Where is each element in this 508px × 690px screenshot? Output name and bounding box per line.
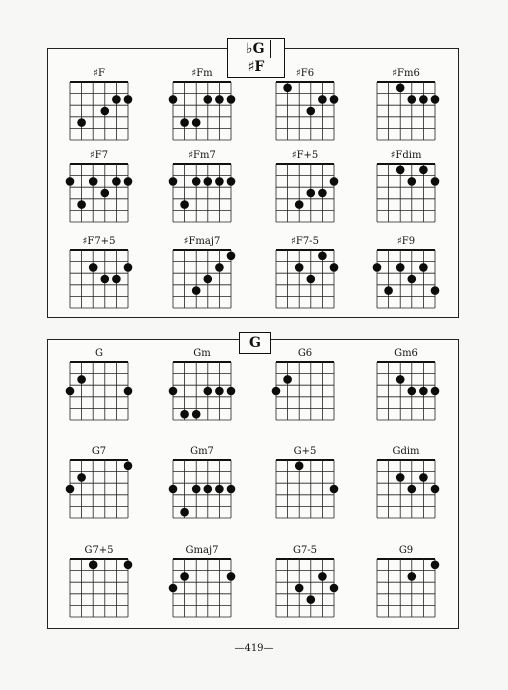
- finger-dot: [408, 275, 417, 284]
- chord-grid: [167, 248, 237, 312]
- chord-g-6: [167, 446, 237, 518]
- finger-dot: [66, 387, 75, 396]
- finger-dot: [431, 561, 440, 570]
- finger-dot: [112, 177, 121, 186]
- finger-dot: [112, 275, 121, 284]
- finger-dot: [89, 561, 98, 570]
- chord-name: Gm7: [190, 446, 214, 457]
- chord-name: ♯Fmaj7: [183, 236, 221, 247]
- finger-dot: [396, 166, 405, 175]
- finger-dot: [307, 189, 316, 198]
- chord-grid: [270, 458, 340, 522]
- finger-dot: [180, 118, 189, 127]
- chord-name: G7: [91, 446, 107, 457]
- chord-fsharp-8: [371, 150, 441, 222]
- finger-dot: [330, 485, 339, 494]
- finger-dot: [169, 387, 178, 396]
- finger-dot: [295, 263, 304, 272]
- chord-g-4: [371, 348, 441, 420]
- finger-dot: [192, 177, 201, 186]
- finger-dot: [318, 572, 327, 581]
- finger-dot: [318, 252, 327, 261]
- chord-name: ♯F7+5: [82, 236, 116, 247]
- finger-dot: [227, 177, 236, 186]
- finger-dot: [408, 177, 417, 186]
- section-title-g: [239, 332, 271, 354]
- chord-grid: [64, 458, 134, 522]
- chord-fsharp-3: [270, 68, 340, 140]
- chord-grid: [371, 248, 441, 312]
- finger-dot: [227, 95, 236, 104]
- chord-name: G+5: [293, 446, 317, 457]
- chord-name: Gm6: [394, 348, 418, 359]
- finger-dot: [169, 95, 178, 104]
- chord-grid: [270, 80, 340, 144]
- finger-dot: [396, 263, 405, 272]
- finger-dot: [77, 118, 86, 127]
- finger-dot: [431, 387, 440, 396]
- finger-dot: [408, 485, 417, 494]
- finger-dot: [180, 200, 189, 209]
- finger-dot: [318, 95, 327, 104]
- finger-dot: [77, 473, 86, 482]
- chord-g-5: [64, 446, 134, 518]
- chord-grid: [371, 360, 441, 424]
- finger-dot: [295, 584, 304, 593]
- finger-dot: [169, 584, 178, 593]
- finger-dot: [396, 375, 405, 384]
- chord-grid: [167, 557, 237, 621]
- chord-grid: [270, 360, 340, 424]
- chord-name: ♯F7-5: [291, 236, 319, 247]
- finger-dot: [431, 286, 440, 295]
- chord-grid: [371, 162, 441, 226]
- finger-dot: [204, 387, 213, 396]
- finger-dot: [408, 387, 417, 396]
- finger-dot: [192, 485, 201, 494]
- chord-grid: [64, 360, 134, 424]
- finger-dot: [431, 485, 440, 494]
- finger-dot: [330, 95, 339, 104]
- chord-name: Gm: [193, 348, 211, 359]
- finger-dot: [124, 387, 133, 396]
- finger-dot: [215, 177, 224, 186]
- chord-grid: [270, 557, 340, 621]
- finger-dot: [431, 95, 440, 104]
- title-sharp-f: ♯F: [247, 59, 265, 75]
- finger-dot: [215, 485, 224, 494]
- finger-dot: [330, 263, 339, 272]
- finger-dot: [66, 485, 75, 494]
- finger-dot: [66, 177, 75, 186]
- chord-name: ♯Fdim: [390, 150, 422, 161]
- finger-dot: [283, 84, 292, 93]
- finger-dot: [408, 95, 417, 104]
- chord-g-1: [64, 348, 134, 420]
- finger-dot: [77, 375, 86, 384]
- finger-dot: [419, 166, 428, 175]
- finger-dot: [295, 462, 304, 471]
- finger-dot: [204, 95, 213, 104]
- finger-dot: [419, 473, 428, 482]
- finger-dot: [227, 387, 236, 396]
- title-g: G: [249, 335, 261, 351]
- chord-grid: [371, 557, 441, 621]
- finger-dot: [89, 177, 98, 186]
- finger-dot: [180, 508, 189, 517]
- finger-dot: [215, 387, 224, 396]
- chord-grid: [64, 162, 134, 226]
- chord-fsharp-6: [167, 150, 237, 222]
- chord-fsharp-2: [167, 68, 237, 140]
- finger-dot: [373, 263, 382, 272]
- finger-dot: [101, 107, 110, 116]
- chord-name: G9: [398, 545, 414, 556]
- finger-dot: [77, 200, 86, 209]
- chord-grid: [167, 360, 237, 424]
- finger-dot: [169, 485, 178, 494]
- chord-name: ♯F: [93, 68, 105, 79]
- finger-dot: [192, 410, 201, 419]
- finger-dot: [89, 263, 98, 272]
- finger-dot: [307, 595, 316, 604]
- chord-name: Gmaj7: [185, 545, 219, 556]
- finger-dot: [169, 177, 178, 186]
- chord-grid: [64, 557, 134, 621]
- finger-dot: [215, 263, 224, 272]
- finger-dot: [124, 95, 133, 104]
- chord-g-2: [167, 348, 237, 420]
- finger-dot: [396, 473, 405, 482]
- finger-dot: [384, 286, 393, 295]
- finger-dot: [227, 572, 236, 581]
- finger-dot: [408, 572, 417, 581]
- finger-dot: [101, 189, 110, 198]
- finger-dot: [180, 410, 189, 419]
- chord-grid: [64, 80, 134, 144]
- chord-g-7: [270, 446, 340, 518]
- finger-dot: [124, 263, 133, 272]
- finger-dot: [112, 95, 121, 104]
- finger-dot: [283, 375, 292, 384]
- chord-name: G6: [297, 348, 313, 359]
- finger-dot: [192, 286, 201, 295]
- finger-dot: [204, 275, 213, 284]
- finger-dot: [227, 252, 236, 261]
- chord-grid: [64, 248, 134, 312]
- finger-dot: [272, 387, 281, 396]
- chord-grid: [371, 80, 441, 144]
- finger-dot: [307, 275, 316, 284]
- chord-fsharp-7: [270, 150, 340, 222]
- chord-g-8: [371, 446, 441, 518]
- finger-dot: [124, 462, 133, 471]
- chord-name: ♯F7: [89, 150, 109, 161]
- chord-grid: [270, 162, 340, 226]
- chord-grid: [371, 458, 441, 522]
- title-divider: [270, 40, 272, 58]
- finger-dot: [419, 263, 428, 272]
- finger-dot: [431, 177, 440, 186]
- finger-dot: [204, 485, 213, 494]
- chord-grid: [270, 248, 340, 312]
- chord-name: ♯F6: [295, 68, 315, 79]
- finger-dot: [330, 584, 339, 593]
- chord-name: ♯Fm7: [188, 150, 216, 161]
- finger-dot: [101, 275, 110, 284]
- chord-name: ♯Fm6: [392, 68, 420, 79]
- finger-dot: [318, 189, 327, 198]
- chord-name: ♯F+5: [291, 150, 319, 161]
- chord-name: G7-5: [292, 545, 318, 556]
- finger-dot: [204, 177, 213, 186]
- chord-g-12: [371, 545, 441, 617]
- chord-name: G: [95, 348, 103, 359]
- chord-fsharp-10: [167, 236, 237, 308]
- finger-dot: [419, 95, 428, 104]
- chord-fsharp-5: [64, 150, 134, 222]
- finger-dot: [396, 84, 405, 93]
- chord-g-10: [167, 545, 237, 617]
- chord-grid: [167, 162, 237, 226]
- chord-g-9: [64, 545, 134, 617]
- finger-dot: [124, 561, 133, 570]
- chord-name: Gdim: [392, 446, 420, 457]
- chord-fsharp-9: [64, 236, 134, 308]
- chord-g-11: [270, 545, 340, 617]
- finger-dot: [330, 177, 339, 186]
- page-number: —419—: [234, 643, 274, 654]
- finger-dot: [295, 200, 304, 209]
- chord-grid: [167, 458, 237, 522]
- chord-name: G7+5: [84, 545, 114, 556]
- chord-fsharp-4: [371, 68, 441, 140]
- chord-name: ♯F9: [396, 236, 416, 247]
- chord-fsharp-1: [64, 68, 134, 140]
- finger-dot: [419, 387, 428, 396]
- finger-dot: [307, 107, 316, 116]
- finger-dot: [227, 485, 236, 494]
- chord-name: ♯Fm: [191, 68, 213, 79]
- finger-dot: [192, 118, 201, 127]
- chord-fsharp-12: [371, 236, 441, 308]
- chord-fsharp-11: [270, 236, 340, 308]
- finger-dot: [124, 177, 133, 186]
- chord-grid: [167, 80, 237, 144]
- finger-dot: [180, 572, 189, 581]
- chord-g-3: [270, 348, 340, 420]
- title-flat-g: ♭G: [245, 41, 265, 57]
- finger-dot: [215, 95, 224, 104]
